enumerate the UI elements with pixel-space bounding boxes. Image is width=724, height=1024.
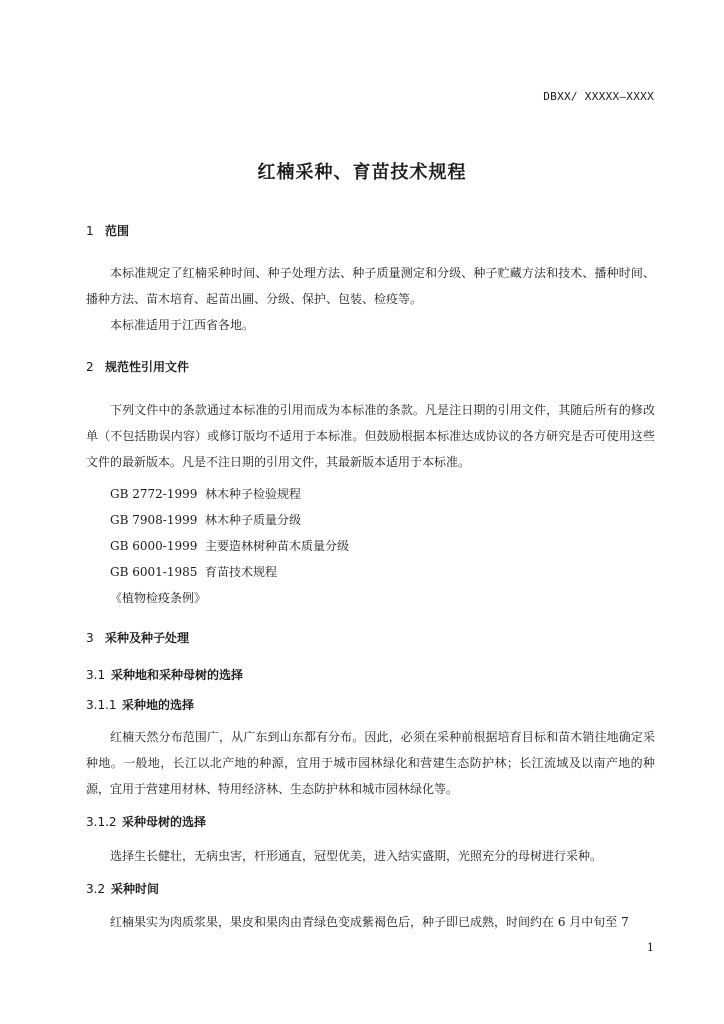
section-title: 采种地和采种母树的选择 xyxy=(111,668,244,682)
section-number: 3.1.2 xyxy=(86,815,117,829)
section-title: 采种及种子处理 xyxy=(105,631,190,645)
section-title: 采种时间 xyxy=(111,882,160,896)
reference-item xyxy=(110,537,349,554)
document-title: 红楠采种、育苗技术规程 xyxy=(257,162,467,183)
section-number: 3.1.1 xyxy=(86,698,117,712)
section-3-1-2-paragraph: 选择生长健壮，无病虫害，杆形通直，冠型优美，进入结实盛期，光照充分的母树进行采种。 xyxy=(110,849,603,863)
section-3-2-paragraph: 红楠果实为肉质浆果，果皮和果肉由青绿色变成紫褐色后，种子即已成熟，时间约在 6 月中旬至 7 xyxy=(110,915,629,929)
reference-code: GB 2772-1999 xyxy=(110,487,198,501)
section-number: 3.1 xyxy=(86,668,106,682)
section-1-paragraph-1: 本标准规定了红楠采种时间、种子处理方法、种子质量测定和分级、种子贮藏方法和技术、播种时间、播种方法、苗木培育、起苗出圃、分级、保护、包装、检疫等。 xyxy=(86,266,655,306)
section-3-1-1-paragraph: 红楠天然分布范围广，从广东到山东都有分布。因此，必须在采种前根据培育目标和苗木销往地确定采种地。一般地，长江以北产地的种源，宜用于城市园林绿化和营建生态防护林；长江流域及以南产地的种源，宜用于营建用材林、特用经济林、生态防护林和城市园林绿化等。 xyxy=(86,730,655,796)
reference-name: 林木种子检验规程 xyxy=(205,487,302,501)
document-code: DBXX/ XXXXX—XXXX xyxy=(543,90,654,103)
regulation-reference: 《植物检疫条例》 xyxy=(110,591,207,605)
section-number: 3.2 xyxy=(86,882,106,896)
section-number: 2 xyxy=(86,360,94,374)
reference-item xyxy=(110,511,301,528)
page-number: 1 xyxy=(647,941,654,954)
section-3-2-heading xyxy=(86,880,159,897)
reference-code: GB 6000-1999 xyxy=(110,539,198,553)
section-3-1-1-heading xyxy=(86,696,194,713)
section-3-1-heading xyxy=(86,666,243,683)
section-2-paragraph-1: 下列文件中的条款通过本标准的引用而成为本标准的条款。凡是注日期的引用文件，其随后所有的修改单（不包括勘误内容）或修订版均不适用于本标准。但鼓励根据本标准达成协议的各方研究是否可使用这些文件的最新版本。凡是不注日期的引用文件，其最新版本适用于本标准。 xyxy=(86,403,655,469)
section-1-paragraph-2: 本标准适用于江西省各地。 xyxy=(110,318,255,332)
section-title: 范围 xyxy=(105,224,130,238)
reference-code: GB 7908-1999 xyxy=(110,513,198,527)
reference-name: 林木种子质量分级 xyxy=(205,513,302,527)
section-3-heading xyxy=(86,629,189,646)
reference-item xyxy=(110,563,277,580)
reference-name: 育苗技术规程 xyxy=(205,565,278,579)
reference-name: 主要造林树种苗木质量分级 xyxy=(205,539,350,553)
section-number: 1 xyxy=(86,224,94,238)
section-number: 3 xyxy=(86,631,94,645)
section-2-heading xyxy=(86,358,189,375)
section-3-1-2-heading xyxy=(86,813,206,830)
section-title: 采种地的选择 xyxy=(122,698,195,712)
section-1-heading xyxy=(86,222,129,239)
section-title: 规范性引用文件 xyxy=(105,360,190,374)
reference-item xyxy=(110,485,301,502)
reference-code: GB 6001-1985 xyxy=(110,565,198,579)
section-title: 采种母树的选择 xyxy=(122,815,207,829)
